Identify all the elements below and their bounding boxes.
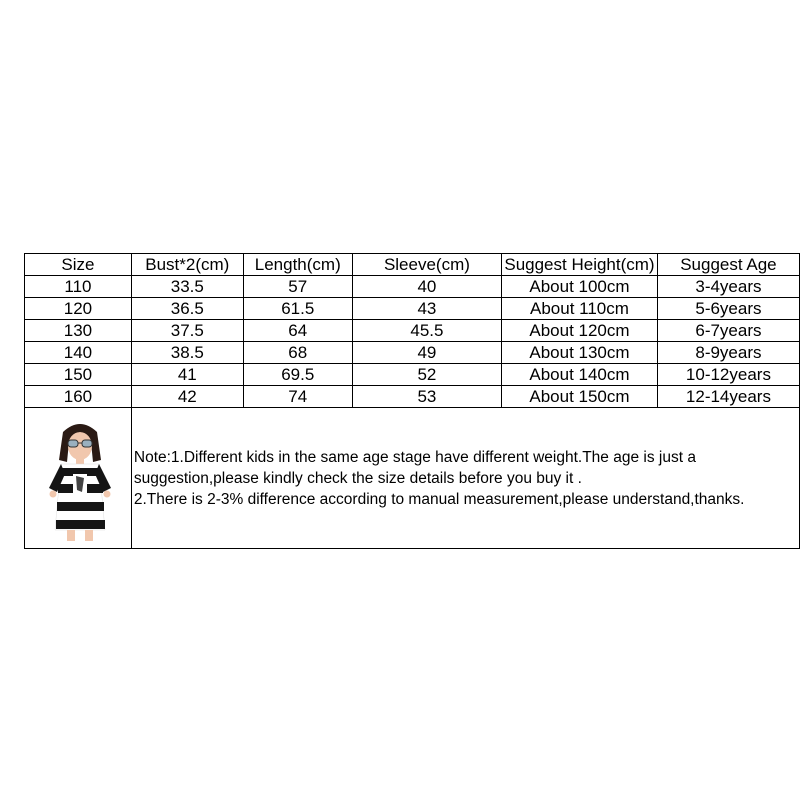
cell-length: 68 — [243, 342, 352, 364]
cell-bust: 42 — [131, 386, 243, 408]
cell-suggest-height: About 110cm — [502, 298, 658, 320]
cell-suggest-age: 6-7years — [657, 320, 799, 342]
header-length: Length(cm) — [243, 254, 352, 276]
cell-sleeve: 40 — [352, 276, 501, 298]
cell-sleeve: 53 — [352, 386, 501, 408]
cell-size: 110 — [25, 276, 132, 298]
header-row — [25, 254, 800, 276]
cell-length: 69.5 — [243, 364, 352, 386]
cell-length: 57 — [243, 276, 352, 298]
cell-size: 140 — [25, 342, 132, 364]
cell-sleeve: 49 — [352, 342, 501, 364]
cell-size: 160 — [25, 386, 132, 408]
cell-suggest-age: 3-4years — [657, 276, 799, 298]
table-row — [25, 386, 800, 408]
cell-suggest-age: 12-14years — [657, 386, 799, 408]
cell-bust: 36.5 — [131, 298, 243, 320]
cell-suggest-age: 5-6years — [657, 298, 799, 320]
product-photo-cell — [25, 408, 132, 549]
cell-suggest-height: About 130cm — [502, 342, 658, 364]
cell-suggest-height: About 120cm — [502, 320, 658, 342]
table-body — [25, 276, 800, 408]
cell-size: 150 — [25, 364, 132, 386]
table-row — [25, 342, 800, 364]
note-line-1: Note:1.Different kids in the same age stage have different weight.The age is just a — [133, 448, 696, 466]
header-bust: Bust*2(cm) — [131, 254, 243, 276]
cell-sleeve: 45.5 — [352, 320, 501, 342]
table-row — [25, 320, 800, 342]
note-cell — [131, 408, 799, 549]
header-suggest-height: Suggest Height(cm) — [502, 254, 658, 276]
note-row — [25, 408, 800, 549]
cell-length: 64 — [243, 320, 352, 342]
cell-bust: 38.5 — [131, 342, 243, 364]
header-suggest-age: Suggest Age — [657, 254, 799, 276]
cell-length: 61.5 — [243, 298, 352, 320]
cell-bust: 33.5 — [131, 276, 243, 298]
header-sleeve: Sleeve(cm) — [352, 254, 501, 276]
girl-photo-icon — [39, 418, 121, 542]
cell-sleeve: 52 — [352, 364, 501, 386]
table-row — [25, 364, 800, 386]
cell-suggest-height: About 140cm — [502, 364, 658, 386]
cell-suggest-height: About 150cm — [502, 386, 658, 408]
cell-suggest-age: 10-12years — [657, 364, 799, 386]
cell-bust: 37.5 — [131, 320, 243, 342]
note-line-3: 2.There is 2-3% difference according to manual measurement,please understand,thanks. — [133, 490, 745, 508]
cell-size: 120 — [25, 298, 132, 320]
table-row — [25, 298, 800, 320]
size-table — [24, 253, 800, 549]
cell-size: 130 — [25, 320, 132, 342]
table-row — [25, 276, 800, 298]
cell-length: 74 — [243, 386, 352, 408]
cell-suggest-height: About 100cm — [502, 276, 658, 298]
cell-bust: 41 — [131, 364, 243, 386]
note-line-2: suggestion,please kindly check the size details before you buy it . — [133, 469, 582, 487]
cell-suggest-age: 8-9years — [657, 342, 799, 364]
cell-sleeve: 43 — [352, 298, 501, 320]
header-size: Size — [25, 254, 132, 276]
